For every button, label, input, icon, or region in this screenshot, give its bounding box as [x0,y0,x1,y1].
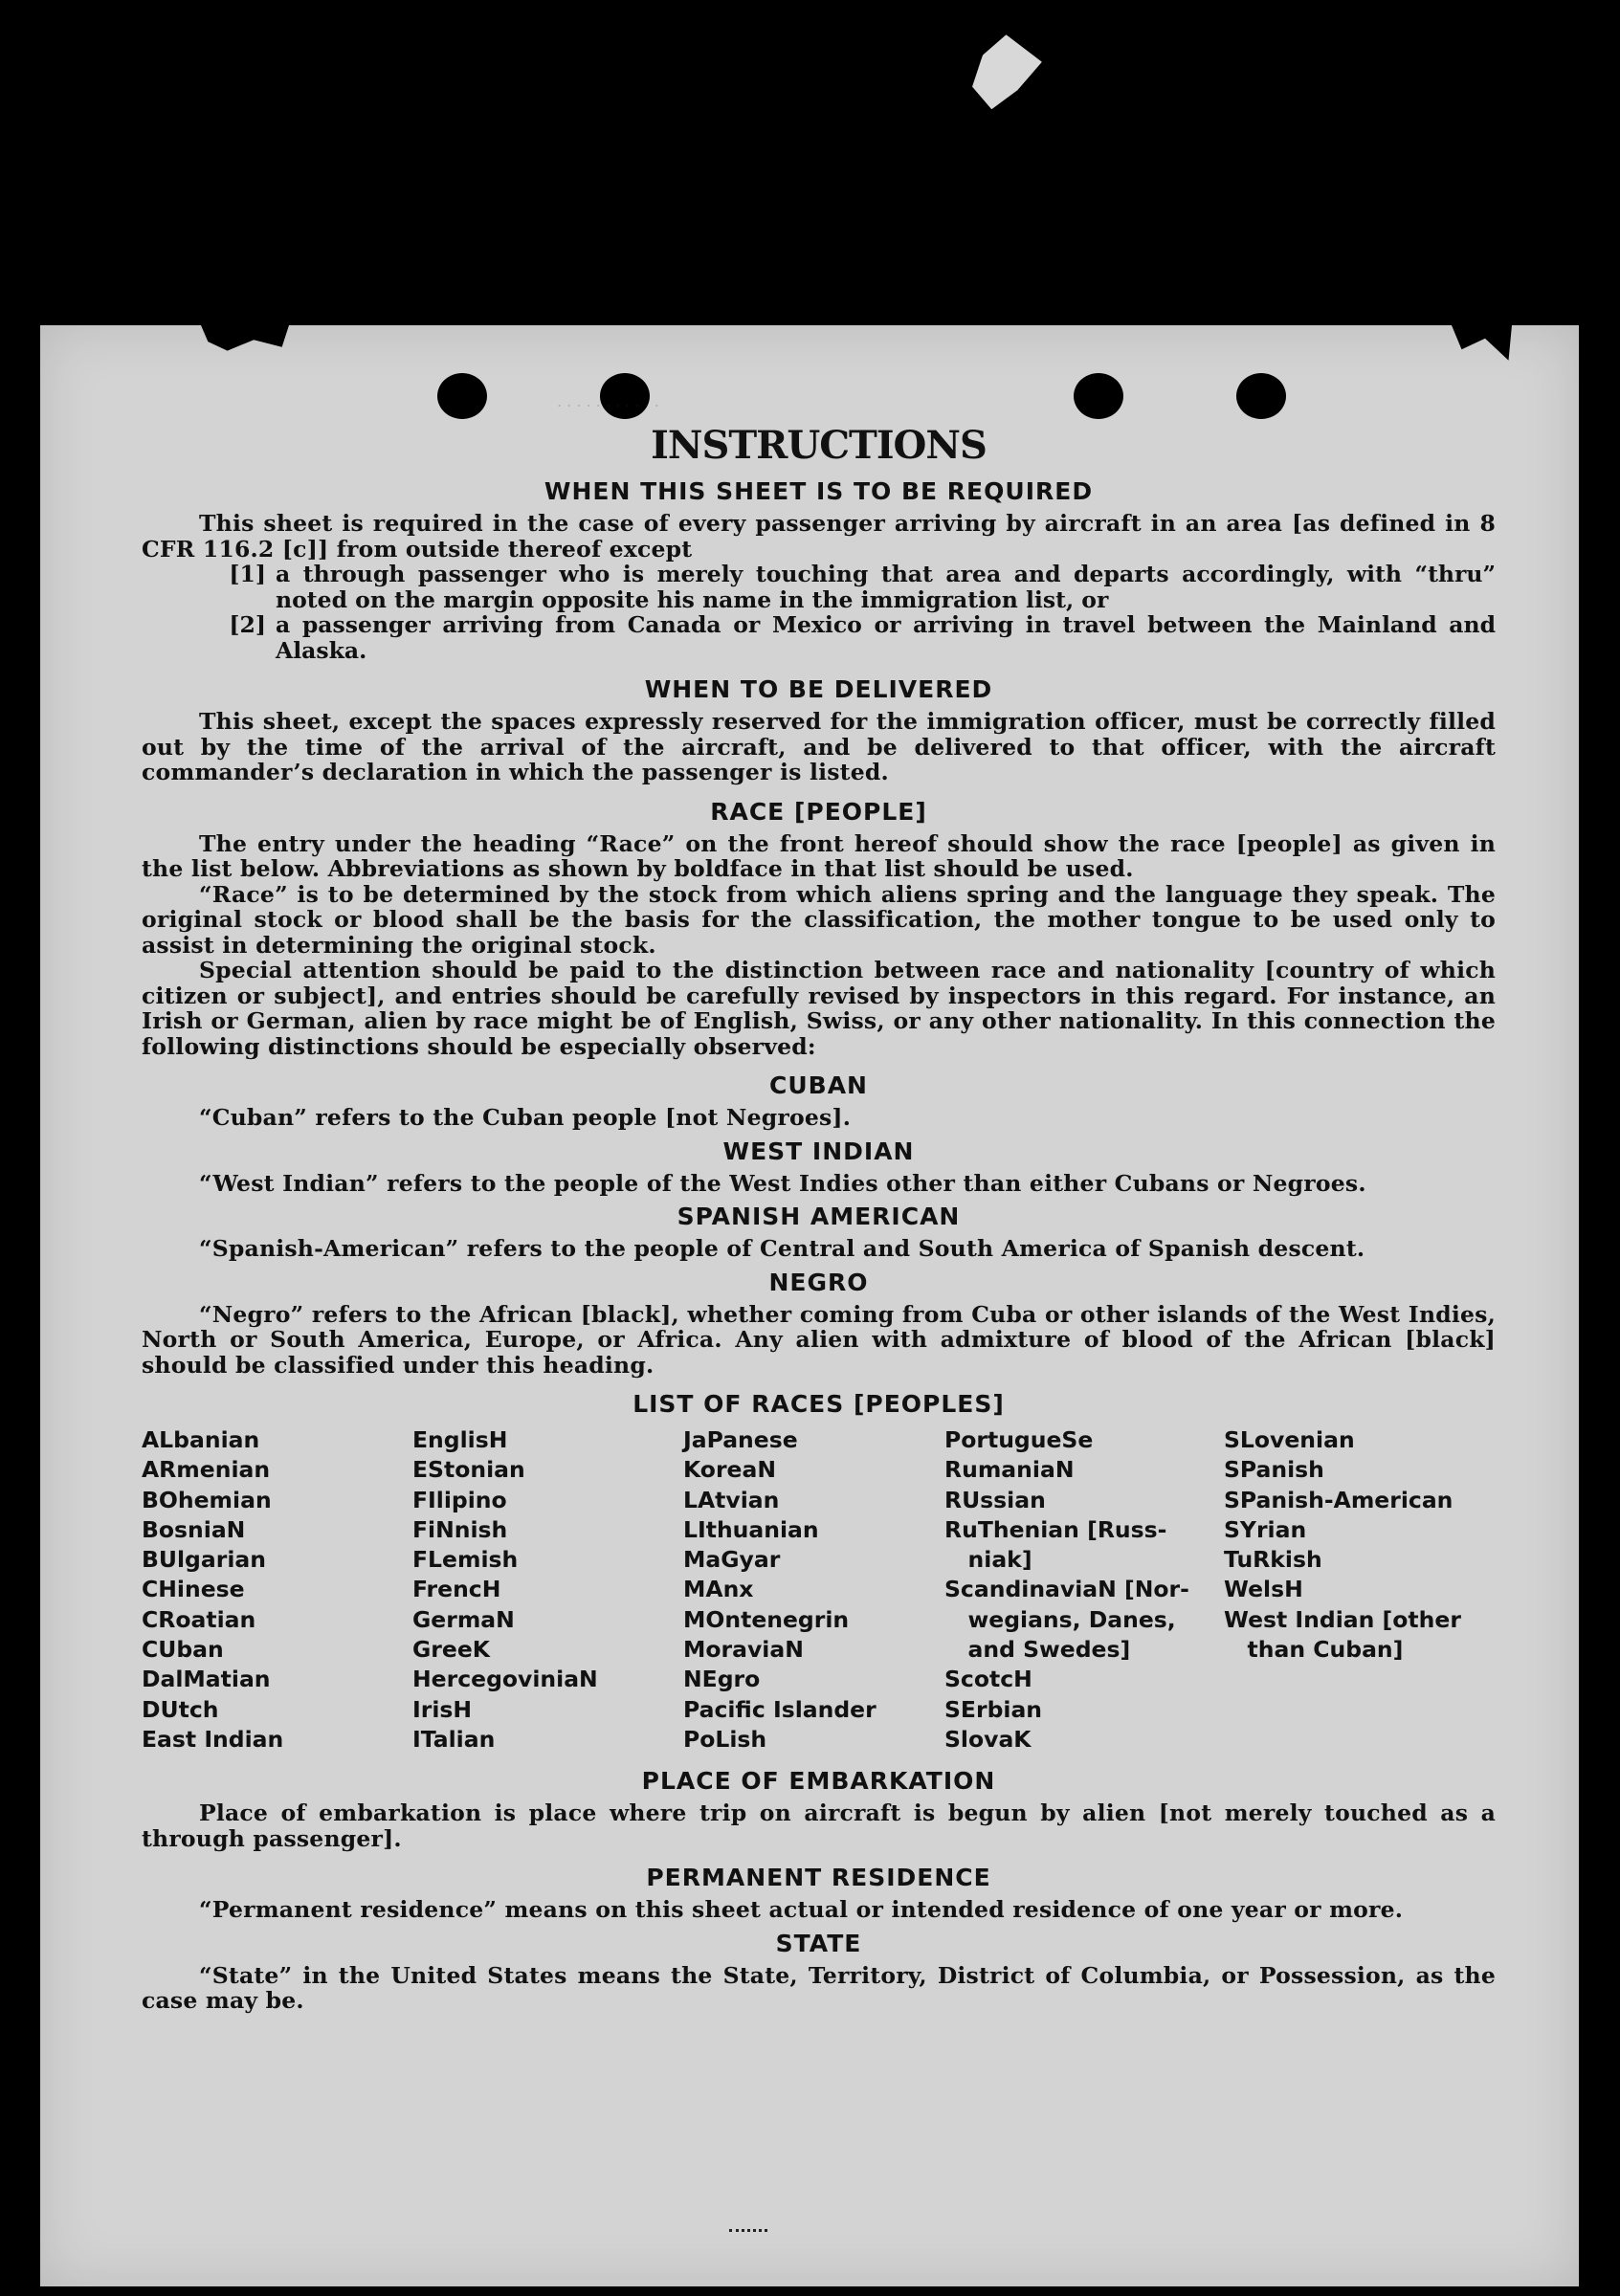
exception-item [142,562,1496,612]
race-entry: SPanish-American [1224,1486,1454,1513]
races-column [1224,1425,1496,1755]
residence-text: “Permanent residence” means on this sheet actual or intended residence of one year or more. [199,1896,1404,1924]
race-entry: PoLish [683,1725,767,1753]
race-entry: Pacific Islander [683,1695,877,1723]
race-entry: CRoatian [142,1605,256,1633]
race-paragraph-3: Special attention should be paid to the distinction between race and nationality [country of which citizen or subject], and entries should be carefully revised by inspectors in this regard. For instance, an Irish or German, alien by race might be of English, Swiss, or any other nationality. In this connection the following distinctions should be especially observed: [142,957,1496,1060]
race-entry: PortugueSe [944,1426,1094,1453]
race-entry: MOntenegrin [683,1605,850,1633]
race-entry: BosniaN [142,1515,246,1543]
page-title: INSTRUCTIONS [651,423,987,468]
cuban-text: “Cuban” refers to the Cuban people [not Negroes]. [199,1104,852,1131]
exception-item [142,612,1496,663]
race-entry: RumaniaN [944,1456,1075,1484]
race-paragraph-2: “Race” is to be determined by the stock from which aliens spring and the language they speak. The original stock or blood shall be the basis for the classification, the mother tongue to be used only to assist in determining the original stock. [142,880,1496,959]
race-entry: niak] [944,1546,1032,1574]
race-entry: MaGyar [683,1546,781,1574]
race-entry: WelsH [1224,1576,1303,1603]
race-entry: IrisH [412,1695,473,1723]
race-entry: FIlipino [412,1486,507,1513]
race-entry: SYrian [1224,1515,1307,1543]
punch-hole [1074,373,1123,419]
race-entry: KoreaN [683,1456,776,1484]
race-entry: RUssian [944,1486,1046,1513]
race-entry: FiNnish [412,1515,508,1543]
race-entry: SLovenian [1224,1426,1355,1453]
delivered-text: This sheet, except the spaces expressly reserved for the immigration officer, must be correctly filled out by the time of the arrival of the aircraft, and be delivered to that officer, with the aircraft commander’s declaration in which the passenger is listed. [142,708,1496,785]
heading-negro: NEGRO [768,1268,869,1296]
race-entry: ScandinaviaN [Nor- [944,1576,1189,1603]
heading-cuban: CUBAN [769,1071,868,1099]
races-list [142,1425,1496,1755]
heading-race: RACE [PEOPLE] [710,797,927,826]
race-entry: CHinese [142,1576,245,1603]
race-entry: FLemish [412,1546,519,1574]
races-column [142,1425,412,1755]
spanish-american-text: “Spanish-American” refers to the people of Central and South America of Spanish descent. [199,1235,1365,1262]
exception-number: [2] [229,611,266,638]
race-entry: TuRkish [1224,1546,1322,1574]
race-entry: BUlgarian [142,1546,266,1574]
race-entry: HercegoviniaN [412,1666,598,1693]
ink-smudge [729,2229,767,2240]
heading-spanish-american: SPANISH AMERICAN [677,1203,961,1230]
race-entry: BOhemian [142,1486,272,1513]
race-entry: LIthuanian [683,1515,819,1543]
heading-state: STATE [775,1929,862,1957]
race-entry: RuThenian [Russ- [944,1515,1167,1543]
race-entry: East Indian [142,1725,284,1753]
heading-embarkation: PLACE OF EMBARKATION [641,1767,996,1796]
race-entry: wegians, Danes, [944,1605,1176,1633]
paper-scrap [963,30,1046,120]
races-column [412,1425,683,1755]
race-entry: ITalian [412,1725,496,1753]
race-entry: FrencH [412,1576,501,1603]
race-entry: ScotcH [944,1666,1032,1693]
race-entry: DalMatian [142,1666,271,1693]
heading-required: WHEN THIS SHEET IS TO BE REQUIRED [544,477,1094,505]
race-entry: and Swedes] [944,1636,1131,1664]
heading-west-indian: WEST INDIAN [722,1137,915,1165]
race-entry: SlovaK [944,1725,1032,1753]
race-entry: CUban [142,1636,224,1664]
state-text: “State” in the United States means the State, Territory, District of Columbia, or Possession, as the case may be. [142,1961,1496,2015]
heading-list-of-races: LIST OF RACES [PEOPLES] [632,1390,1005,1418]
races-column [944,1425,1224,1755]
race-entry: West Indian [other [1224,1605,1461,1633]
race-entry: GreeK [412,1636,490,1664]
west-indian-text: “West Indian” refers to the people of the West Indies other than either Cubans or Negroes. [199,1169,1366,1197]
race-entry: SPanish [1224,1456,1324,1484]
exception-text: a passenger arriving from Canada or Mexico or arriving in travel between the Mainland and Alaska. [276,611,1496,664]
bleed-through: . . . . . . . . . . . [557,392,659,410]
negro-text: “Negro” refers to the African [black], whether coming from Cuba or other islands of the West Indies, North or South America, Europe, or Africa. Any alien with admixture of blood of the African [black] should be classified under this heading. [142,1300,1496,1379]
heading-residence: PERMANENT RESIDENCE [646,1864,991,1892]
race-entry: MoraviaN [683,1636,804,1664]
punch-hole [1236,373,1286,419]
race-entry: EnglisH [412,1426,508,1453]
heading-delivered: WHEN TO BE DELIVERED [644,675,993,703]
race-entry: MAnx [683,1576,754,1603]
race-entry: SErbian [944,1695,1043,1723]
embarkation-text: Place of embarkation is place where trip on aircraft is begun by alien [not merely touched as a through passenger]. [142,1799,1496,1852]
race-entry: ALbanian [142,1426,260,1453]
exception-text: a through passenger who is merely touching that area and departs accordingly, with “thru” noted on the margin opposite his name in the immigration list, or [276,561,1496,613]
race-entry: ARmenian [142,1456,271,1484]
race-entry: LAtvian [683,1486,780,1513]
torn-edge [201,325,289,362]
race-entry: DUtch [142,1695,219,1723]
race-paragraph-1: The entry under the heading “Race” on the front hereof should show the race [people] as given in the list below. Abbreviations as shown by boldface in that list should be used. [142,829,1496,882]
torn-edge [1445,325,1512,369]
races-column [683,1425,944,1755]
punch-hole [437,373,487,419]
required-intro: This sheet is required in the case of every passenger arriving by aircraft in an area [as defined in 8 CFR 116.2 [c]] from outside thereof except [142,510,1496,563]
race-entry: GermaN [412,1605,515,1633]
race-entry: NEgro [683,1666,761,1693]
instructions-content [142,421,1496,2014]
race-entry: EStonian [412,1456,525,1484]
exception-number: [1] [229,561,266,587]
race-entry: than Cuban] [1224,1636,1404,1664]
instruction-sheet [40,325,1579,2286]
race-entry: JaPanese [683,1426,798,1453]
